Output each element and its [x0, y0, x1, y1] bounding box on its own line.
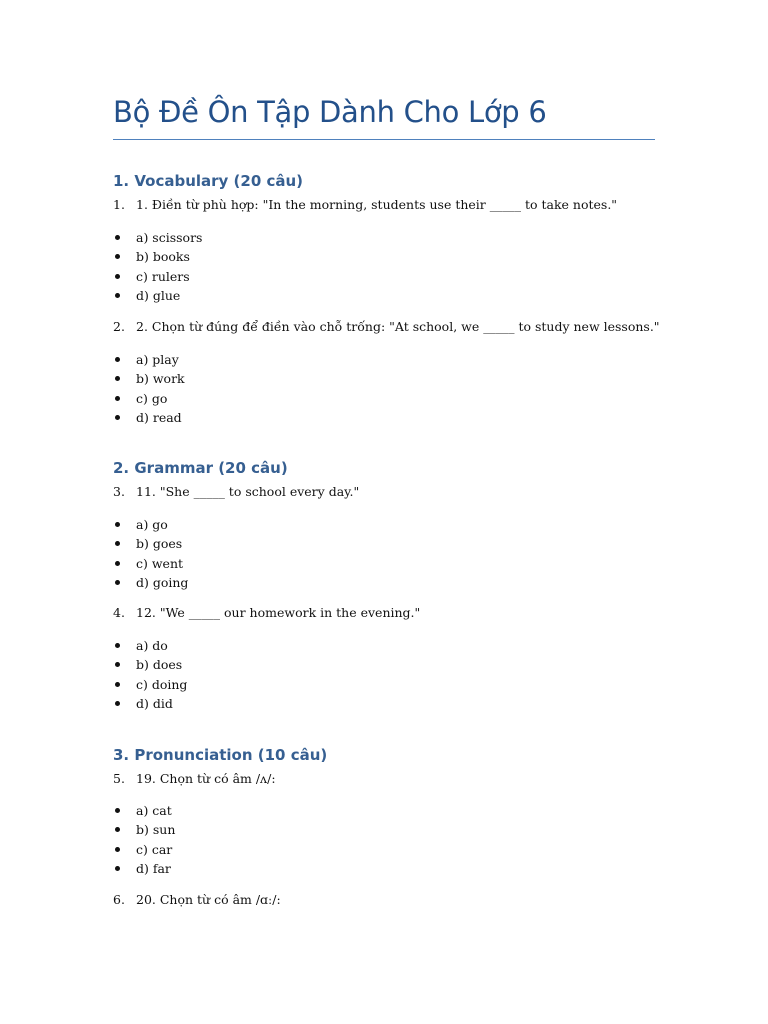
- question-5: [113, 771, 276, 786]
- option-label: d) did: [136, 695, 173, 711]
- question-3: [113, 484, 359, 499]
- option-item: [113, 515, 188, 534]
- option-item: [113, 350, 185, 369]
- option-item: [113, 573, 188, 592]
- option-label: a) do: [136, 638, 168, 653]
- option-label: c) car: [136, 841, 173, 857]
- option-label: b) goes: [136, 536, 183, 552]
- option-label: a) play: [136, 352, 179, 367]
- option-label: c) go: [136, 390, 168, 406]
- question-text: 19. Chọn từ có âm /ʌ/:: [136, 771, 276, 786]
- bullet-icon: [115, 827, 120, 832]
- option-item: [113, 801, 175, 820]
- option-label: b) work: [136, 371, 185, 387]
- option-label: c) doing: [136, 676, 188, 692]
- option-label: a) scissors: [136, 230, 203, 245]
- question-6: [113, 892, 281, 907]
- question-text: 20. Chọn từ có âm /ɑː/:: [136, 892, 281, 907]
- question-text: 11. "She _____ to school every day.": [136, 484, 360, 499]
- bullet-icon: [115, 808, 120, 813]
- option-item: [113, 859, 175, 878]
- bullet-icon: [115, 254, 120, 259]
- bullet-icon: [115, 274, 120, 279]
- document-title: Bộ Đề Ôn Tập Dành Cho Lớp 6: [113, 95, 547, 129]
- bullet-icon: [115, 293, 120, 298]
- bullet-icon: [115, 357, 120, 362]
- bullet-icon: [115, 866, 120, 871]
- bullet-icon: [115, 682, 120, 687]
- option-label: b) sun: [136, 822, 176, 838]
- option-label: d) read: [136, 409, 182, 425]
- option-item: [113, 636, 187, 655]
- question-number: 3.: [113, 484, 125, 499]
- option-item: [113, 675, 187, 694]
- option-item: [113, 694, 187, 713]
- options-list-q4: [113, 636, 187, 713]
- bullet-icon: [115, 541, 120, 546]
- question-4: [113, 605, 420, 620]
- options-list-q1: [113, 228, 202, 305]
- option-item: [113, 840, 175, 859]
- question-number: 4.: [113, 605, 125, 620]
- section-heading-vocabulary: 1. Vocabulary (20 câu): [113, 172, 304, 190]
- question-text: 1. Điền từ phù hợp: "In the morning, students use their _____ to take notes.": [136, 197, 618, 212]
- option-item: [113, 534, 188, 553]
- option-label: b) books: [136, 249, 190, 265]
- question-number: 1.: [113, 197, 125, 212]
- options-list-q2: [113, 350, 185, 427]
- section-heading-grammar: 2. Grammar (20 câu): [113, 459, 288, 477]
- option-item: [113, 369, 185, 388]
- option-item: [113, 389, 185, 408]
- question-number: 6.: [113, 892, 125, 907]
- option-label: b) does: [136, 657, 183, 673]
- question-text: 2. Chọn từ đúng để điền vào chỗ trống: "At school, we _____ to study new lessons.": [136, 319, 660, 334]
- option-item: [113, 286, 202, 305]
- bullet-icon: [115, 415, 120, 420]
- bullet-icon: [115, 643, 120, 648]
- option-label: a) cat: [136, 803, 172, 818]
- bullet-icon: [115, 561, 120, 566]
- option-item: [113, 228, 202, 247]
- question-number: 2.: [113, 319, 125, 334]
- title-underline: [113, 139, 655, 140]
- option-label: d) going: [136, 574, 189, 590]
- options-list-q5: [113, 801, 175, 878]
- question-1: [113, 197, 617, 212]
- option-item: [113, 267, 202, 286]
- option-label: d) glue: [136, 287, 181, 303]
- option-item: [113, 554, 188, 573]
- bullet-icon: [115, 522, 120, 527]
- option-label: c) went: [136, 555, 184, 571]
- bullet-icon: [115, 662, 120, 667]
- option-item: [113, 408, 185, 427]
- section-heading-pronunciation: 3. Pronunciation (10 câu): [113, 746, 328, 764]
- bullet-icon: [115, 235, 120, 240]
- question-text: 12. "We _____ our homework in the evening.": [136, 605, 421, 620]
- bullet-icon: [115, 701, 120, 706]
- bullet-icon: [115, 580, 120, 585]
- option-label: d) far: [136, 860, 171, 876]
- option-item: [113, 820, 175, 839]
- option-item: [113, 247, 202, 266]
- bullet-icon: [115, 396, 120, 401]
- options-list-q3: [113, 515, 188, 592]
- question-number: 5.: [113, 771, 125, 786]
- option-item: [113, 655, 187, 674]
- option-label: c) rulers: [136, 268, 190, 284]
- option-label: a) go: [136, 517, 168, 532]
- question-2: [113, 319, 660, 334]
- bullet-icon: [115, 847, 120, 852]
- bullet-icon: [115, 376, 120, 381]
